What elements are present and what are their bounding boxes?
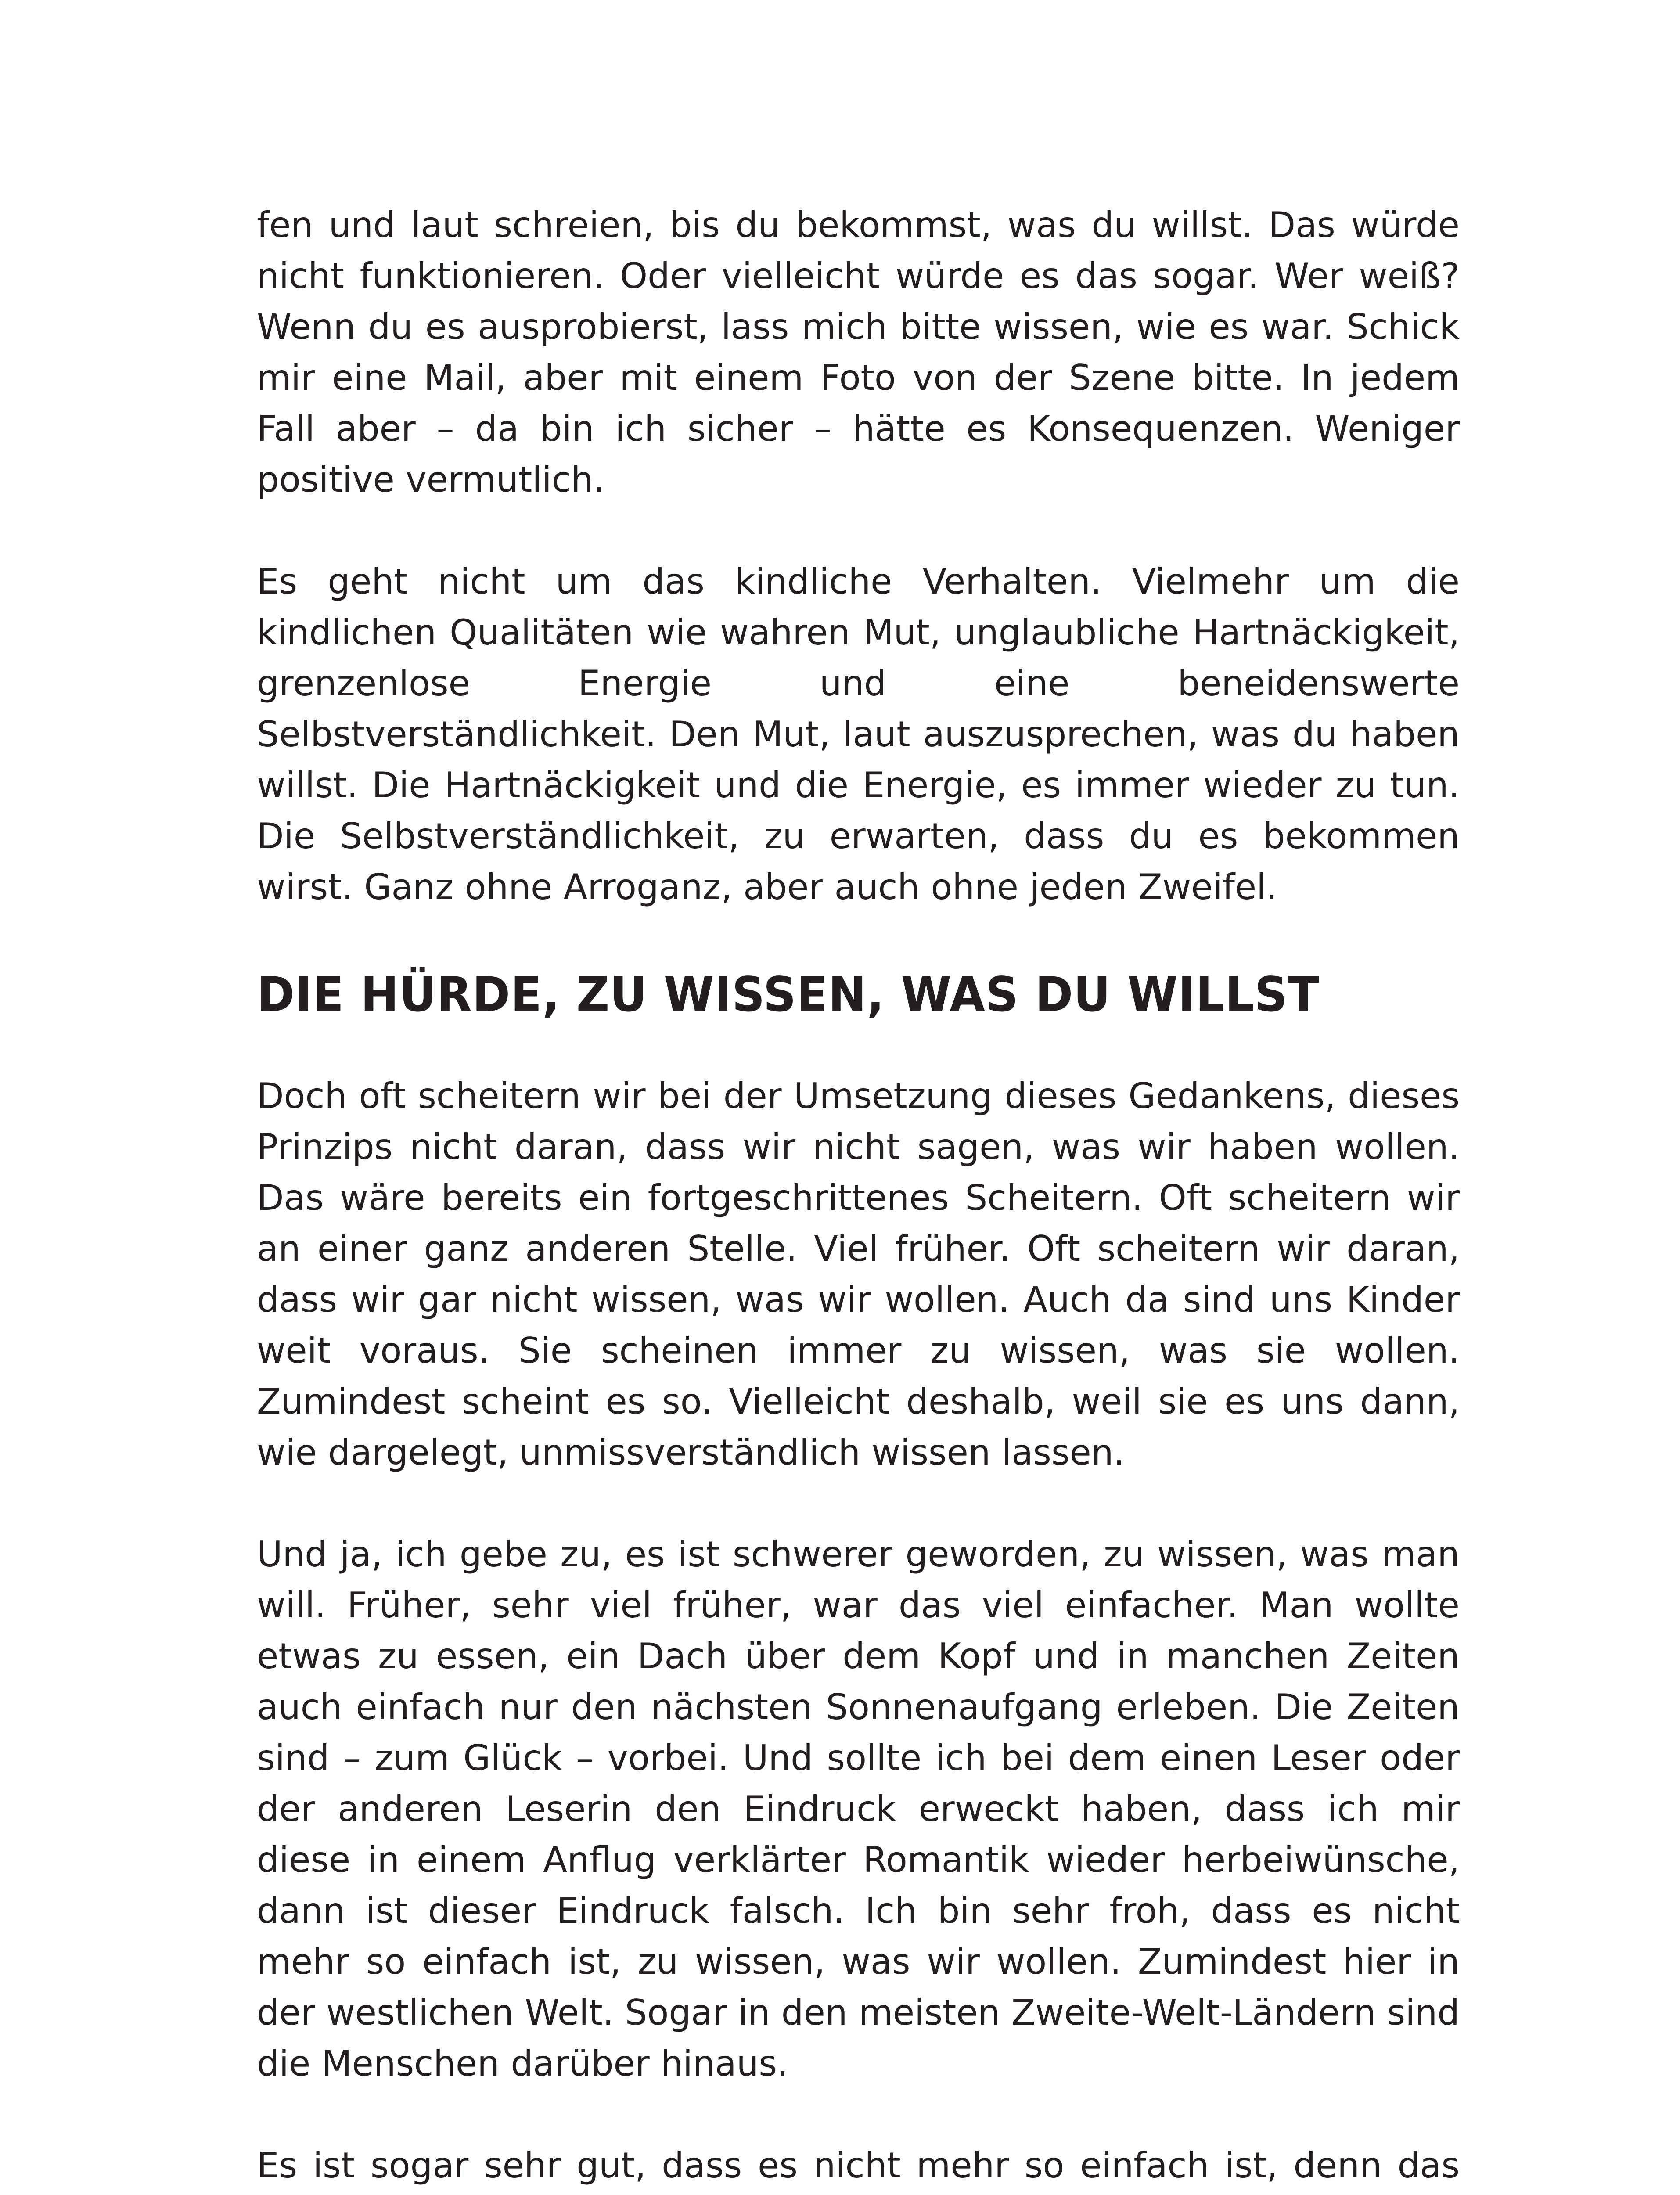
paragraph-section-1: Doch oft scheitern wir bei der Umsetzung dieses Gedankens, dieses Prinzips nicht daran, dass wir nicht sagen, was wir haben wollen. Das wäre bereits ein fortgeschrittenes Scheitern. Oft scheitern wir an einer ganz anderen Stelle. Viel früher. Oft scheitern wir daran, dass wir gar nicht wissen, was wir wollen. Auch da sind uns Kinder weit voraus. Sie scheinen immer zu wissen, was sie wollen. Zumindest scheint es so. Vielleicht deshalb, weil sie es uns dann, wie dargelegt, unmissverständlich wissen lassen. — [257, 1076, 1460, 1473]
paragraph-section-2: Und ja, ich gebe zu, es ist schwerer geworden, zu wissen, was man will. Früher, sehr viel früher, war das viel einfacher. Man wollte etwas zu essen, ein Dach über dem Kopf und in manchen Zeiten auch einfach nur den nächsten Sonnenaufgang erleben. Die Zeiten sind – zum Glück – vorbei. Und sollte ich bei dem einen Leser oder der anderen Leserin den Eindruck erweckt haben, dass ich mir diese in einem Anflug verklärter Romantik wieder herbeiwünsche, dann ist dieser Eindruck falsch. Ich bin sehr froh, dass es nicht mehr so einfach ist, zu wissen, was wir wollen. Zumindest hier in der westlichen Welt. Sogar in den meisten Zweite-Welt-Ländern sind die Menschen darüber hinaus. — [257, 1534, 1460, 2084]
paragraph-section-3: Es ist sogar sehr gut, dass es nicht mehr so einfach ist, denn das — [257, 2145, 1460, 2186]
paragraph-intro-2: Es geht nicht um das kindliche Verhalten. Vielmehr um die kindlichen Qualitäten wie wahren Mut, unglaubliche Hartnäckigkeit, grenzenlose Energie und eine beneidenswerte Selbstverständlichkeit. Den Mut, laut auszusprechen, was du haben willst. Die Hartnäckigkeit und die Energie, es immer wieder zu tun. Die Selbstverständlichkeit, zu erwarten, dass du es bekommen wirst. Ganz ohne Arroganz, aber auch ohne jeden Zweifel. — [257, 561, 1460, 907]
paragraph-intro-1: fen und laut schreien, bis du bekommst, was du willst. Das würde nicht funktionieren. Oder vielleicht würde es das sogar. Wer weiß? Wenn du es ausprobierst, lass mich bitte wissen, wie es war. Schick mir eine Mail, aber mit einem Foto von der Szene bitte. In jedem Fall aber – da bin ich sicher – hätte es Konsequenzen. Weniger positive vermutlich. — [257, 205, 1460, 500]
text-column — [257, 200, 1460, 2195]
section-heading-block — [257, 964, 1460, 1022]
section-heading: DIE HÜRDE, ZU WISSEN, WAS DU WILLST — [257, 966, 1320, 1023]
